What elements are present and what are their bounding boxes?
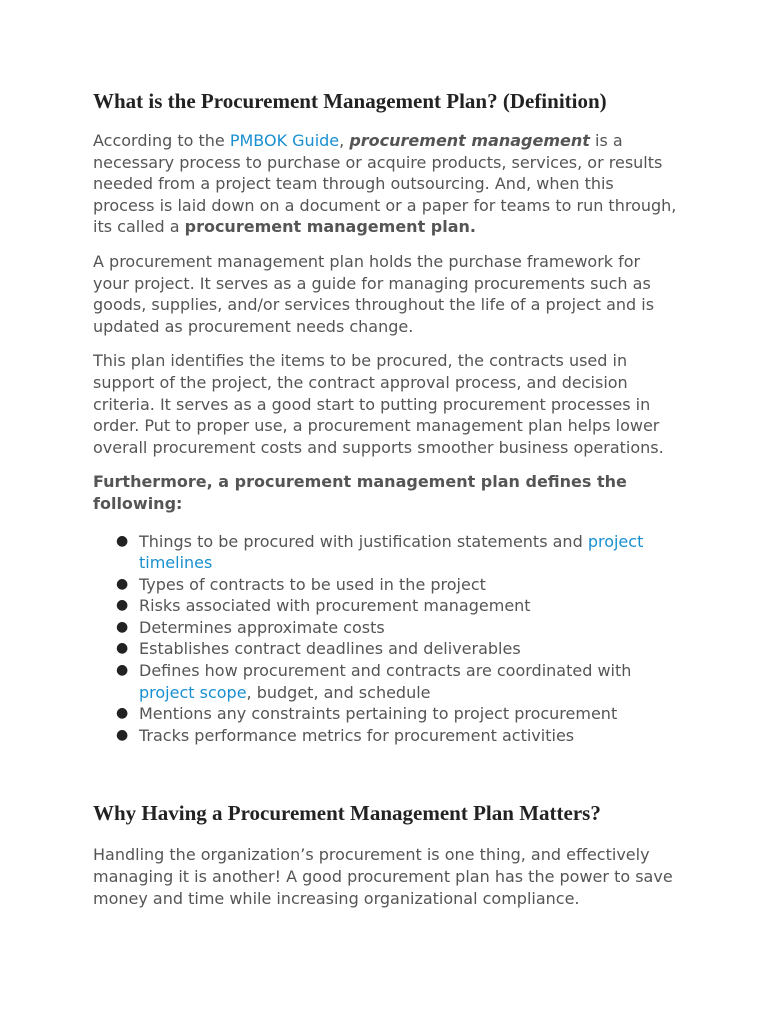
list-item — [116, 638, 649, 660]
list-item-text: Types of contracts to be used in the project — [139, 574, 486, 594]
bullet-icon: ● — [116, 640, 129, 657]
bullet-icon: ● — [116, 705, 129, 722]
intro-comma: , — [339, 131, 350, 150]
list-item-text: Determines approximate costs — [139, 617, 385, 637]
intro-paragraph — [93, 130, 678, 238]
bullet-icon: ● — [116, 662, 129, 679]
bullet-icon: ● — [116, 726, 129, 743]
bullet-icon: ● — [116, 575, 129, 592]
list-item — [116, 660, 649, 703]
identifies-paragraph: This plan identifies the items to be procured, the contracts used in support of the project, the contract approval process, and decision criteria. It serves as a good start to putting procurement processes in order. Put to proper use, a procurement management plan helps lower overall procurement costs and supports smoother business operations. — [93, 351, 664, 457]
list-item — [116, 617, 649, 639]
list-item-tail: , budget, and schedule — [246, 682, 431, 702]
bullet-icon: ● — [116, 597, 129, 614]
pmbok-guide-link[interactable]: PMBOK Guide — [229, 131, 340, 150]
section-heading-definition: What is the Procurement Management Plan? (Definition) — [93, 89, 607, 113]
furthermore-paragraph: Furthermore, a procurement management plan defines the following: — [93, 472, 627, 513]
project-scope-link[interactable]: project scope — [139, 682, 247, 702]
handling-paragraph: Handling the organization’s procurement is one thing, and effectively managing it is another! A good procurement plan has the power to save money and time while increasing organizational compliance. — [93, 845, 673, 908]
intro-middle-text: is a necessary process to purchase or acquire products, services, or results needed from a project team through outsourcing. And, when this process is laid down on a document or a paper for teams to run through, its called a — [93, 131, 677, 237]
section-heading-matters: Why Having a Procurement Management Plan Matters? — [93, 801, 601, 826]
defines-list — [93, 531, 649, 747]
procurement-management-plan-term: procurement management plan. — [184, 217, 476, 237]
framework-paragraph: A procurement management plan holds the purchase framework for your project. It serves as a guide for managing procurements such as goods, supplies, and/or services throughout the life of a project and is updated as procurement needs change. — [93, 251, 655, 336]
procurement-management-term: procurement management — [349, 131, 590, 150]
list-item — [116, 725, 649, 747]
article — [93, 86, 678, 909]
list-item-text: Tracks performance metrics for procurement activities — [139, 725, 575, 745]
bullet-icon: ● — [116, 618, 129, 635]
list-item — [116, 595, 649, 617]
list-item — [116, 574, 649, 596]
list-item — [116, 531, 649, 574]
project-timelines-link[interactable]: project timelines — [139, 531, 644, 573]
intro-lead-text: According to the — [93, 131, 230, 150]
list-item-text: Mentions any constraints pertaining to project procurement — [139, 704, 618, 724]
bullet-icon: ● — [116, 532, 129, 549]
list-item-text: Risks associated with procurement management — [139, 596, 531, 616]
list-item-text: Establishes contract deadlines and deliverables — [139, 639, 521, 659]
list-item-text: Things to be procured with justification statements and — [139, 531, 588, 551]
list-item-text: Defines how procurement and contracts are coordinated with — [139, 661, 632, 681]
list-item — [116, 703, 649, 725]
